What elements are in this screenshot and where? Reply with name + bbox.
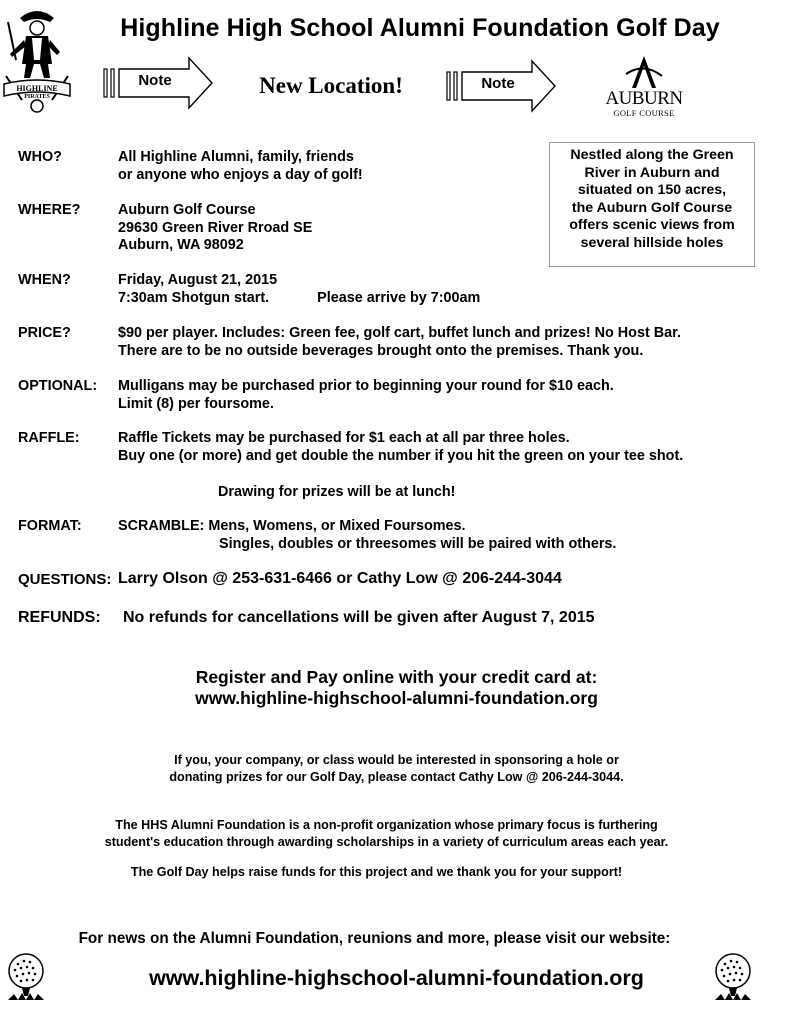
- foundation-thanks: The Golf Day helps raise funds for this project and we thank you for your support!: [130, 865, 623, 879]
- callout-line: several hillside holes: [580, 234, 724, 251]
- course-logo-name: AUBURN: [605, 88, 683, 109]
- register-block: [40, 667, 753, 709]
- callout-line: the Auburn Golf Course: [571, 199, 733, 216]
- shotgun-start: 7:30am Shotgun start.: [118, 289, 270, 306]
- where-text: [118, 202, 312, 255]
- where-line: 29630 Green River Rroad SE: [118, 219, 313, 236]
- where-line: Auburn Golf Course: [118, 202, 256, 218]
- arrival-time: Please arrive by 7:00am: [317, 289, 481, 306]
- sponsor-block: [40, 752, 753, 786]
- when-label: WHEN?: [18, 272, 71, 288]
- note-arrow-left: [103, 56, 215, 114]
- golf-ball-icon: [711, 952, 755, 1002]
- format-line1: SCRAMBLE: Mens, Womens, or Mixed Foursomes.: [118, 518, 466, 534]
- optional-text: [118, 378, 614, 413]
- foundation-line: student's education through awarding scholarships in a variety of curriculum areas each year.: [104, 835, 669, 849]
- optional-label: OPTIONAL:: [18, 378, 98, 394]
- foundation-block: [30, 817, 743, 851]
- when-text: [118, 272, 480, 307]
- refunds-text: No refunds for cancellations will be given after August 7, 2015: [123, 609, 595, 626]
- raffle-drawing: Drawing for prizes will be at lunch!: [218, 484, 456, 500]
- callout-line: offers scenic views from: [569, 217, 735, 234]
- sponsor-line: donating prizes for our Golf Day, please contact Cathy Low @ 206-244-3044.: [169, 770, 624, 784]
- callout-line: Nestled along the Green: [570, 147, 734, 163]
- page-title: Highline High School Alumni Foundation Golf Day: [120, 14, 720, 42]
- footer-news: For news on the Alumni Foundation, reunions and more, please visit our website:: [78, 930, 671, 947]
- price-line: $90 per player. Includes: Green fee, golf cart, buffet lunch and prizes! No Host Bar.: [118, 325, 681, 341]
- who-text: [118, 149, 363, 184]
- who-label: WHO?: [18, 149, 62, 165]
- refunds-label: REFUNDS:: [18, 609, 101, 626]
- logo-subtext: PIRATES: [24, 94, 50, 100]
- golf-flag-logo-icon: [596, 52, 692, 92]
- footer-url[interactable]: www.highline-highschool-alumni-foundation.org: [149, 966, 644, 990]
- sponsor-line: If you, your company, or class would be interested in sponsoring a hole or: [174, 753, 619, 767]
- optional-line: Limit (8) per foursome.: [118, 395, 274, 412]
- questions-label: QUESTIONS:: [18, 571, 112, 588]
- raffle-text: [118, 430, 683, 465]
- when-date: Friday, August 21, 2015: [118, 272, 278, 288]
- where-line: Auburn, WA 98092: [118, 237, 244, 254]
- register-text: Register and Pay online with your credit card at:: [195, 667, 598, 687]
- highline-pirate-logo: [2, 4, 72, 116]
- register-url[interactable]: www.highline-highschool-alumni-foundation.org: [195, 688, 598, 708]
- price-line: There are to be no outside beverages brought onto the premises. Thank you.: [118, 342, 644, 359]
- questions-text: Larry Olson @ 253-631-6466 or Cathy Low @ 206-244-3044: [118, 570, 562, 587]
- note-arrow-right: [446, 59, 558, 117]
- callout-line: River in Auburn and: [584, 164, 720, 181]
- note-label: Note: [481, 75, 515, 92]
- price-text: [118, 325, 681, 360]
- new-location-text: New Location!: [259, 73, 403, 98]
- who-line: or anyone who enjoys a day of golf!: [118, 166, 363, 183]
- note-label: Note: [138, 72, 172, 89]
- price-label: PRICE?: [18, 325, 71, 341]
- format-label: FORMAT:: [18, 518, 82, 534]
- who-line: All Highline Alumni, family, friends: [118, 149, 354, 165]
- raffle-label: RAFFLE:: [18, 430, 80, 446]
- optional-line: Mulligans may be purchased prior to beginning your round for $10 each.: [118, 378, 614, 394]
- when-times: [118, 290, 480, 308]
- logo-text: HIGHLINE: [16, 84, 58, 93]
- raffle-line: Raffle Tickets may be purchased for $1 each at all par three holes.: [118, 430, 570, 446]
- course-logo-sub: GOLF COURSE: [613, 108, 675, 118]
- where-label: WHERE?: [18, 202, 81, 218]
- foundation-line: The HHS Alumni Foundation is a non-profit organization whose primary focus is furthering: [115, 818, 658, 832]
- callout-line: situated on 150 acres,: [577, 182, 727, 199]
- format-line2: Singles, doubles or threesomes will be paired with others.: [219, 536, 617, 552]
- auburn-golf-course-logo: [596, 52, 692, 124]
- course-description-box: [549, 142, 755, 267]
- raffle-line: Buy one (or more) and get double the number if you hit the green on your tee shot.: [118, 447, 684, 464]
